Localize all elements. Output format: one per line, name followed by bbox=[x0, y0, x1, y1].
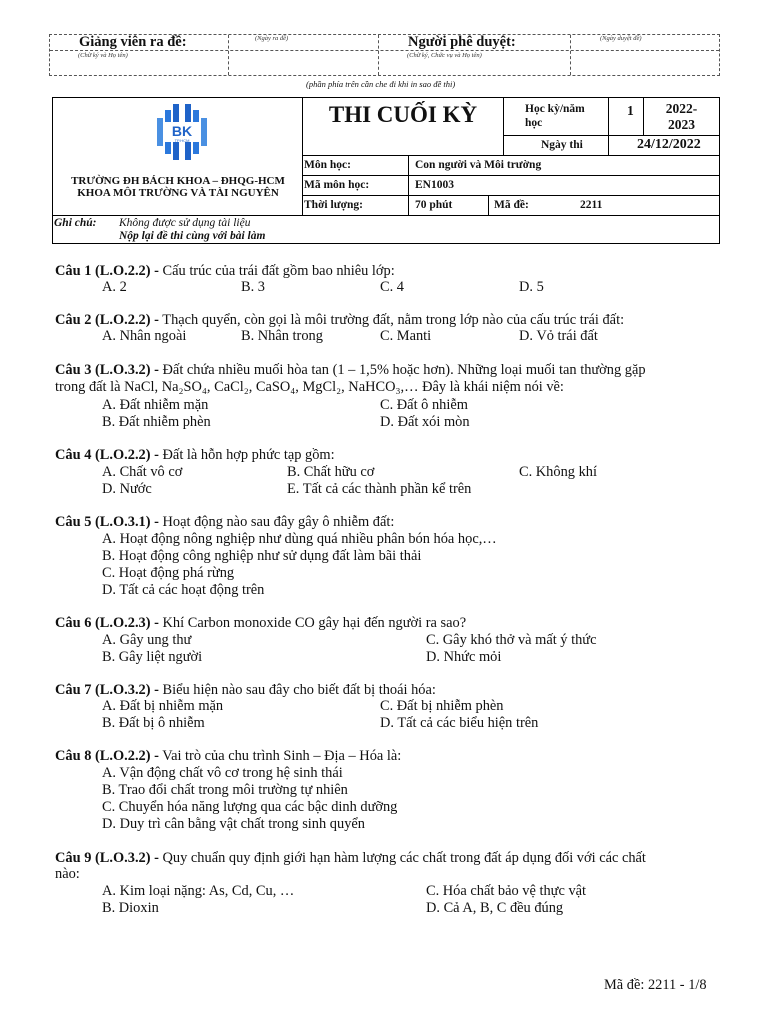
note-line-1: Không được sử dụng tài liệu bbox=[119, 217, 251, 229]
question-9-label: Câu 9 (L.O.3.2) - bbox=[55, 850, 159, 866]
approver-date-hint: (Ngày duyệt đề) bbox=[600, 35, 642, 42]
question-8-text: Vai trò của chu trình Sinh – Địa – Hóa là: bbox=[158, 748, 402, 764]
question-7-label: Câu 7 (L.O.3.2) - bbox=[55, 682, 159, 698]
question-9-option-c[interactable]: C. Hóa chất bảo vệ thực vật bbox=[426, 883, 587, 899]
question-2 bbox=[55, 312, 624, 329]
question-8-option-a[interactable]: A. Vận động chất vô cơ trong hệ sinh thái bbox=[102, 765, 343, 781]
approver-label: Người phê duyệt: bbox=[408, 34, 516, 50]
question-3-text: Đất chứa nhiều muối hòa tan (1 – 1,5% hoặc hơn). Những loại muối tan thường gặp bbox=[158, 362, 646, 378]
question-4-option-b[interactable]: B. Chất hữu cơ bbox=[287, 464, 375, 480]
question-5-option-a[interactable]: A. Hoạt động nông nghiệp như dùng quá nhiều phân bón hóa học,… bbox=[102, 531, 497, 547]
question-2-option-d[interactable]: D. Vỏ trái đất bbox=[519, 328, 598, 344]
question-6-label: Câu 6 (L.O.2.3) - bbox=[55, 615, 159, 631]
approver-sign-hint: (Chữ ký, Chức vụ và Họ tên) bbox=[407, 52, 482, 59]
course-code-label: Mã môn học: bbox=[304, 179, 370, 191]
semester-label-line-2: học bbox=[525, 117, 543, 129]
logo-text: BK bbox=[171, 123, 193, 139]
question-1 bbox=[55, 263, 395, 280]
question-5 bbox=[55, 514, 394, 531]
note-line-2: Nộp lại đề thi cùng với bài làm bbox=[119, 230, 266, 242]
question-4-label: Câu 4 (L.O.2.2) - bbox=[55, 447, 159, 463]
question-8-option-c[interactable]: C. Chuyển hóa năng lượng qua các bậc dinh dưỡng bbox=[102, 799, 398, 815]
exam-date-label: Ngày thi bbox=[541, 139, 583, 151]
question-4-option-a[interactable]: A. Chất vô cơ bbox=[102, 464, 183, 480]
question-5-label: Câu 5 (L.O.3.1) - bbox=[55, 514, 159, 530]
lecturer-date-hint: (Ngày ra đề) bbox=[255, 35, 289, 42]
semester-value: 1 bbox=[627, 103, 634, 118]
page-footer: Mã đề: 2211 - 1/8 bbox=[604, 977, 707, 993]
duration-label: Thời lượng: bbox=[304, 199, 363, 211]
question-8-label: Câu 8 (L.O.2.2) - bbox=[55, 748, 159, 764]
question-7-option-c[interactable]: C. Đất bị nhiễm phèn bbox=[380, 698, 504, 714]
subject-label: Môn học: bbox=[304, 159, 351, 171]
question-9-text: Quy chuẩn quy định giới hạn hàm lượng các chất trong đất áp dụng đối với các chất bbox=[158, 850, 646, 866]
school-line-1: TRƯỜNG ĐH BÁCH KHOA – ĐHQG-HCM bbox=[71, 175, 285, 187]
signoff-table bbox=[49, 34, 720, 76]
question-9-option-b[interactable]: B. Dioxin bbox=[102, 900, 159, 916]
question-6-option-b[interactable]: B. Gây liệt người bbox=[102, 649, 203, 665]
semester-label bbox=[525, 102, 585, 130]
question-1-option-d[interactable]: D. 5 bbox=[519, 279, 544, 295]
question-4-option-e[interactable]: E. Tất cả các thành phần kể trên bbox=[287, 481, 472, 497]
question-3-option-b[interactable]: B. Đất nhiễm phèn bbox=[102, 414, 211, 430]
duration-value: 70 phút bbox=[415, 199, 453, 211]
question-3 bbox=[55, 362, 646, 379]
question-2-label: Câu 2 (L.O.2.2) - bbox=[55, 312, 159, 328]
question-6-option-d[interactable]: D. Nhức mỏi bbox=[426, 649, 502, 665]
question-9-option-d[interactable]: D. Cả A, B, C đều đúng bbox=[426, 900, 564, 916]
logo-subtext: TP.HCM bbox=[174, 138, 190, 143]
school-name bbox=[53, 175, 303, 199]
question-4-text: Đất là hỗn hợp phức tạp gồm: bbox=[158, 447, 335, 463]
exam-version-value: 2211 bbox=[580, 199, 603, 211]
question-5-text: Hoạt động nào sau đây gây ô nhiễm đất: bbox=[158, 514, 395, 530]
question-3-option-d[interactable]: D. Đất xói mòn bbox=[380, 414, 470, 430]
question-9-text-line-2: nào: bbox=[55, 866, 80, 882]
question-7 bbox=[55, 682, 436, 699]
question-2-text: Thạch quyển, còn gọi là môi trường đất, nằm trong lớp nào của cấu trúc trái đất: bbox=[158, 312, 625, 328]
question-1-option-b[interactable]: B. 3 bbox=[241, 279, 265, 295]
question-6-text: Khí Carbon monoxide CO gây hại đến người ra sao? bbox=[158, 615, 467, 631]
question-8 bbox=[55, 748, 401, 765]
question-7-option-a[interactable]: A. Đất bị nhiễm mặn bbox=[102, 698, 224, 714]
question-3-option-a[interactable]: A. Đất nhiễm mặn bbox=[102, 397, 209, 413]
question-2-option-b[interactable]: B. Nhân trong bbox=[241, 328, 323, 344]
question-3-option-c[interactable]: C. Đất ô nhiễm bbox=[380, 397, 468, 413]
question-3-label: Câu 3 (L.O.3.2) - bbox=[55, 362, 159, 378]
question-1-option-c[interactable]: C. 4 bbox=[380, 279, 404, 295]
question-9 bbox=[55, 850, 646, 867]
question-5-option-d[interactable]: D. Tất cả các hoạt động trên bbox=[102, 582, 265, 598]
question-2-option-a[interactable]: A. Nhân ngoài bbox=[102, 328, 187, 344]
question-1-label: Câu 1 (L.O.2.2) - bbox=[55, 263, 159, 279]
question-7-text: Biểu hiện nào sau đây cho biết đất bị thoái hóa: bbox=[158, 682, 436, 698]
school-year bbox=[644, 101, 719, 133]
school-year-line-2: 2023 bbox=[668, 117, 695, 132]
exam-header-table bbox=[52, 97, 720, 244]
question-6-option-c[interactable]: C. Gây khó thở và mất ý thức bbox=[426, 632, 597, 648]
lecturer-sign-hint: (Chữ ký và Họ tên) bbox=[78, 52, 128, 59]
cover-note: (phần phía trên cần che đi khi in sao đề thi) bbox=[306, 79, 456, 89]
school-year-line-1: 2022- bbox=[665, 101, 698, 116]
question-7-option-b[interactable]: B. Đất bị ô nhiễm bbox=[102, 715, 205, 731]
exam-title: THI CUỐI KỲ bbox=[328, 102, 478, 127]
question-7-option-d[interactable]: D. Tất cả các biểu hiện trên bbox=[380, 715, 539, 731]
exam-date-value: 24/12/2022 bbox=[637, 137, 701, 152]
exam-version-label: Mã đề: bbox=[494, 199, 529, 211]
question-5-option-b[interactable]: B. Hoạt động công nghiệp như sử dụng đất làm bãi thải bbox=[102, 548, 422, 564]
question-5-option-c[interactable]: C. Hoạt động phá rừng bbox=[102, 565, 235, 581]
question-1-option-a[interactable]: A. 2 bbox=[102, 279, 127, 295]
question-8-option-d[interactable]: D. Duy trì cân bằng vật chất trong sinh quyển bbox=[102, 816, 365, 832]
school-line-2: KHOA MÔI TRƯỜNG VÀ TÀI NGUYÊN bbox=[77, 187, 279, 199]
question-4 bbox=[55, 447, 335, 464]
question-3-text-line-2: trong đất là NaCl, Na₂SO₄, CaCl₂, CaSO₄, MgCl₂, NaHCO₃,… Đây là khái niệm nói về: bbox=[55, 379, 564, 395]
university-logo bbox=[157, 104, 207, 160]
question-8-option-b[interactable]: B. Trao đổi chất trong môi trường tự nhiên bbox=[102, 782, 348, 798]
note-label: Ghi chú: bbox=[54, 217, 97, 229]
question-6 bbox=[55, 615, 466, 632]
question-9-option-a[interactable]: A. Kim loại nặng: As, Cd, Cu, … bbox=[102, 883, 295, 899]
question-6-option-a[interactable]: A. Gây ung thư bbox=[102, 632, 192, 648]
subject-value: Con người và Môi trường bbox=[415, 159, 542, 171]
question-4-option-c[interactable]: C. Không khí bbox=[519, 464, 597, 480]
course-code-value: EN1003 bbox=[415, 179, 454, 191]
lecturer-label: Giảng viên ra đề: bbox=[79, 34, 187, 50]
semester-label-line-1: Học kỳ/năm bbox=[525, 103, 585, 115]
question-2-option-c[interactable]: C. Manti bbox=[380, 328, 432, 344]
question-1-text: Cấu trúc của trái đất gồm bao nhiêu lớp: bbox=[158, 263, 395, 279]
question-4-option-d[interactable]: D. Nước bbox=[102, 481, 152, 497]
